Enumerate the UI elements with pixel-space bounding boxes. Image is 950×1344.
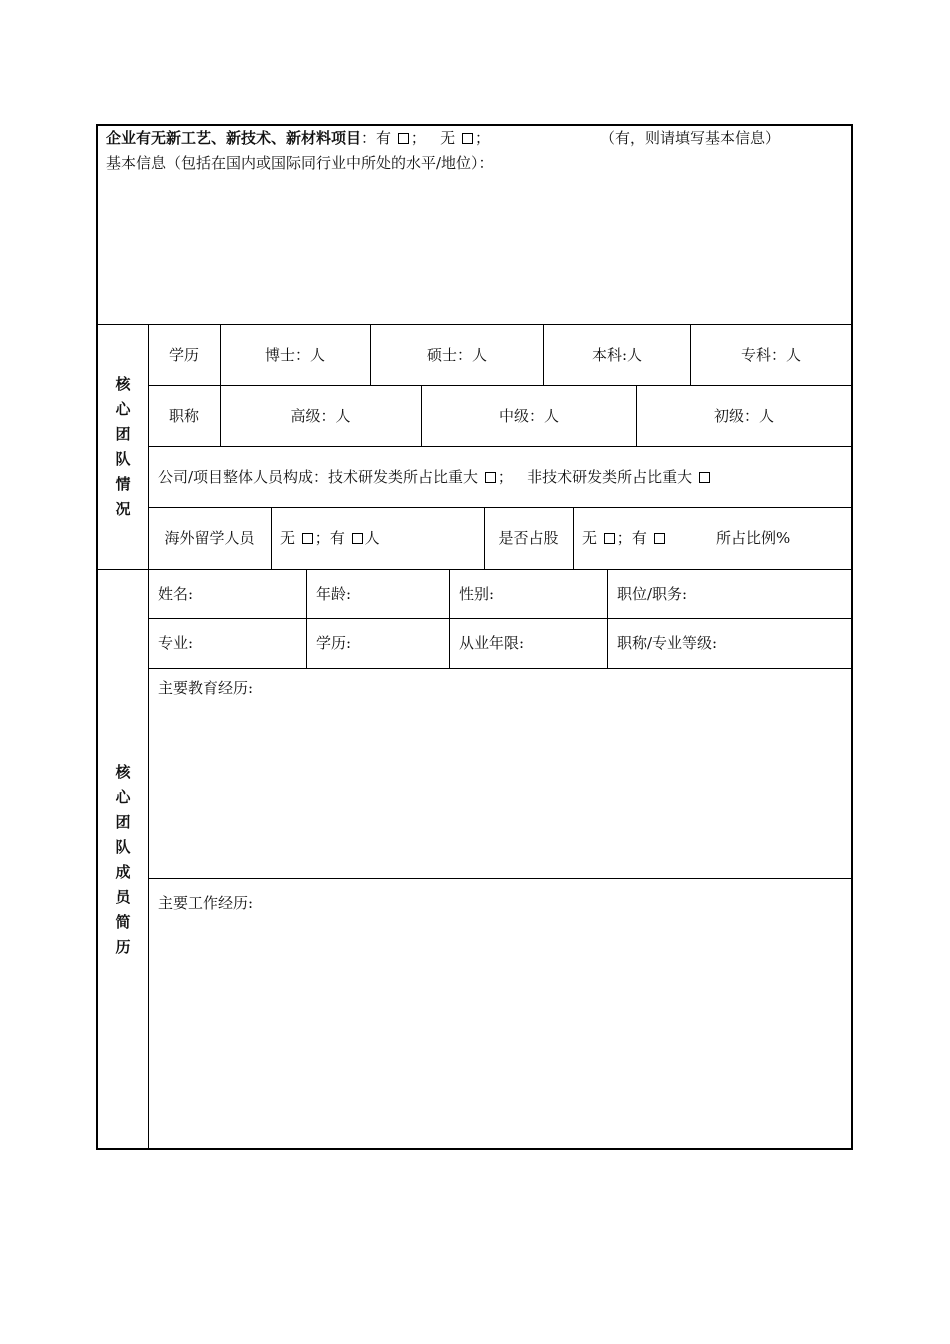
education-history-field[interactable] <box>152 700 848 872</box>
side-char: 成 <box>115 863 131 881</box>
no-checkbox[interactable] <box>462 133 473 144</box>
overseas-none: 无 <box>280 529 296 547</box>
side-char: 核 <box>115 375 131 393</box>
divider <box>148 668 853 669</box>
overseas-none-checkbox[interactable] <box>302 533 313 544</box>
equity-ratio[interactable]: 所占比例% <box>716 529 791 547</box>
title-level-field[interactable]: 职称/专业等级: <box>617 634 718 652</box>
phd-count[interactable]: 博士：人 <box>264 346 325 364</box>
yes-checkbox[interactable] <box>398 133 409 144</box>
side-char: 核 <box>115 763 131 781</box>
junior-count[interactable]: 初级：人 <box>713 407 774 425</box>
education-label: 学历 <box>168 346 199 364</box>
master-count[interactable]: 硕士：人 <box>426 346 487 364</box>
major-field[interactable]: 专业: <box>158 634 194 652</box>
no-label: 无 <box>440 129 456 147</box>
separator: ； <box>474 129 490 147</box>
tech-checkbox[interactable] <box>485 472 496 483</box>
side-char: 历 <box>115 938 131 956</box>
side-column-line <box>148 324 149 1150</box>
divider <box>573 507 574 569</box>
position-field[interactable]: 职位/职务: <box>617 585 688 603</box>
side-char: 团 <box>115 425 131 443</box>
divider <box>148 385 853 386</box>
separator: ； <box>497 468 513 486</box>
senior-count[interactable]: 高级：人 <box>290 407 351 425</box>
equity-has-checkbox[interactable] <box>654 533 665 544</box>
years-field[interactable]: 从业年限: <box>459 634 525 652</box>
side-char: 简 <box>115 913 131 931</box>
equity-none-checkbox[interactable] <box>604 533 615 544</box>
separator: ； <box>616 529 632 547</box>
side-char: 心 <box>115 400 131 418</box>
basic-info-label: 基本信息（包括在国内或国际同行业中所处的水平/地位）： <box>106 154 494 172</box>
yes-label: 有 <box>376 129 392 147</box>
divider <box>148 618 853 619</box>
side-char: 况 <box>115 500 131 518</box>
bachelor-count[interactable]: 本科:人 <box>591 346 643 364</box>
fill-note: （有，则请填写基本信息） <box>600 129 781 147</box>
side-char: 心 <box>115 788 131 806</box>
equity-none: 无 <box>582 529 598 547</box>
composition-tech: 公司/项目整体人员构成：技术研发类所占比重大 <box>158 468 479 486</box>
team-side-label <box>98 372 148 522</box>
resume-side-label <box>98 760 148 960</box>
composition-nontech: 非技术研发类所占比重大 <box>527 468 693 486</box>
age-field[interactable]: 年龄: <box>316 585 352 603</box>
title-label: 职称 <box>168 407 199 425</box>
equity-label: 是否占股 <box>498 529 559 547</box>
overseas-label: 海外留学人员 <box>164 529 255 547</box>
equity-has: 有 <box>631 529 647 547</box>
overseas-has-checkbox[interactable] <box>352 533 363 544</box>
education-history-label: 主要教育经历: <box>158 679 254 697</box>
side-char: 团 <box>115 813 131 831</box>
nontech-checkbox[interactable] <box>699 472 710 483</box>
gender-field[interactable]: 性别: <box>459 585 495 603</box>
overseas-has: 有 <box>329 529 345 547</box>
project-question-row <box>106 128 490 148</box>
overseas-options <box>280 528 380 548</box>
divider <box>271 507 272 569</box>
composition-row <box>158 467 712 487</box>
project-question: 企业有无新工艺、新技术、新材料项目 <box>106 129 362 147</box>
divider <box>97 569 853 570</box>
work-history-label: 主要工作经历: <box>158 894 254 912</box>
equity-options <box>582 528 667 548</box>
side-char: 情 <box>115 475 131 493</box>
separator: ； <box>314 529 330 547</box>
basic-info-field[interactable] <box>100 175 848 320</box>
name-field[interactable]: 姓名: <box>158 585 194 603</box>
work-history-field[interactable] <box>152 916 848 1144</box>
degree-field[interactable]: 学历: <box>316 634 352 652</box>
divider <box>97 324 853 325</box>
college-count[interactable]: 专科：人 <box>740 346 801 364</box>
divider <box>148 446 853 447</box>
side-char: 队 <box>115 838 131 856</box>
divider <box>148 878 853 879</box>
side-char: 员 <box>115 888 131 906</box>
colon: ： <box>361 129 377 147</box>
divider <box>148 507 853 508</box>
side-char: 队 <box>115 450 131 468</box>
separator: ； <box>410 129 426 147</box>
middle-count[interactable]: 中级：人 <box>498 407 559 425</box>
overseas-unit: 人 <box>364 529 380 547</box>
